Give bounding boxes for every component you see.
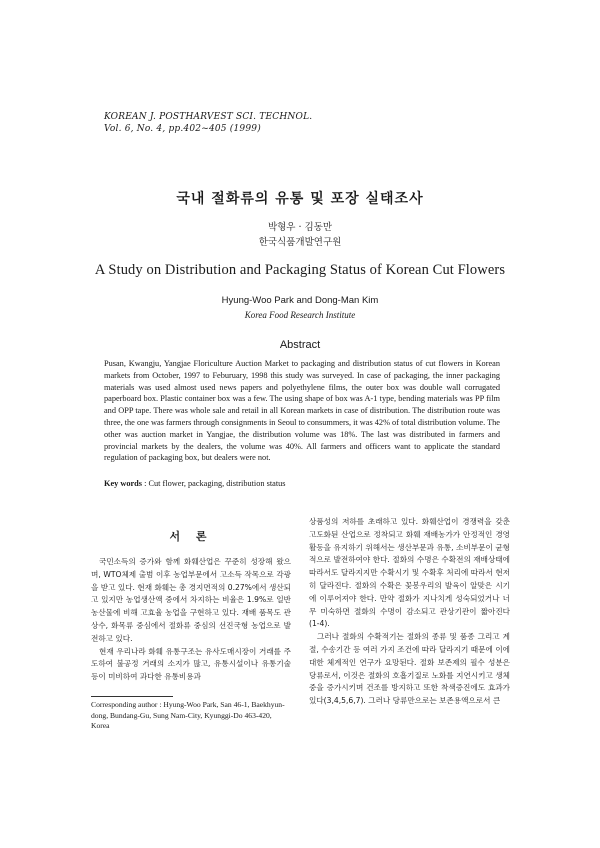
abstract-heading: Abstract (279, 339, 321, 351)
corresponding-author-note: Corresponding author : Hyung-Woo Park, San 46-1, Baekhyun-dong, Bundang-Gu, Sung Nam-City, Kyunggi-Do 463-420, Korea (91, 700, 285, 730)
keywords-label: Key words (104, 479, 143, 488)
journal-citation: Vol. 6, No. 4, pp.402~405 (1999) (104, 124, 261, 134)
journal-name: KOREAN J. POSTHARVEST SCI. TECHNOL. (104, 112, 313, 122)
affiliation-korean: 한국식품개발연구원 (258, 237, 342, 248)
authors-english-block (0, 294, 600, 322)
right-column (309, 516, 510, 708)
keywords-text: : Cut flower, packaging, distribution status (144, 479, 286, 488)
authors-korean-block (0, 220, 600, 250)
intro-paragraph: 그러나 절화의 수확적기는 절화의 종류 및 품종 그리고 계절, 수송기간 등 여러 가지 조건에 따라 달라지기 때문에 이에 대한 체계적인 연구가 요망된다. 절화 보존제의 필수 성분은 당류로서, 이것은 절화의 호흡기질로 노화를 지연시키고 생체중을 증가시키며 건조를 방지하고 또한 착색증진에도 효과가 있다(3,4,5,6,7). 그러나 당류만으로는 보존용액으로서 큰 (309, 632, 510, 706)
section-heading-intro: 서 론 (169, 530, 213, 543)
abstract-text: Pusan, Kwangju, Yangjae Floriculture Auction Market to packaging and distribution status of cut flowers in Korean markets from October, 1997 to Feburuary, 1998 this study was surveyed. In case of packaging, the inner packaging materials was used almost used news papers and polyethylene films, the outer box was double wall corrugated paperboard box. Plastic container box was a few. The using shape of box was A-1 type, bending materials was PP film and OPP tape. There was whole sale and retail in all Korean markets in case of distribution. The distribution route was three, the one was farmers through consignments in Seoul to consummers, it was 42% of total distribution volume. The other was auction market in Yangjae, the distribution volume was 18%. The last was distributed in farmers and provincial markets by the dealers, the volume was 40%. All farmers and officers want to applicate the standard regulation of packaging box, but dealers were not. (104, 359, 500, 463)
intro-paragraph: 국민소득의 증가와 함께 화훼산업은 꾸준히 성장해 왔으며, WTO체제 출범 이후 농업부문에서 고소득 작목으로 각광을 받고 있다. 현재 화훼는 총 경지면적의 0.27%에서 생산되고 있지만 농업생산액 중에서 차지하는 비율은 1.9%로 일반 농산물에 비해 고효율 농업을 구현하고 있다. 재배 품목도 관상수, 화목류 중심에서 절화류 중심의 선진국형 농업으로 발전하고 있다. (91, 557, 291, 643)
authors-korean: 박형우 · 김동만 (267, 222, 333, 233)
intro-paragraph: 현재 우리나라 화훼 유통구조는 유사도매시장이 거래를 주도하여 불공정 거래의 소지가 많고, 유통시설이나 유통기술 등이 미비하여 과다한 유통비용과 (91, 646, 291, 682)
footnote-divider (91, 696, 173, 697)
authors-english: Hyung-Woo Park and Dong-Man Kim (221, 295, 379, 306)
left-column (91, 528, 291, 684)
title-korean: 국내 절화류의 유통 및 포장 실태조사 (176, 191, 424, 207)
keywords (104, 478, 500, 490)
journal-header (104, 111, 312, 135)
title-english: A Study on Distribution and Packaging Status of Korean Cut Flowers (94, 262, 506, 278)
affiliation-english: Korea Food Research Institute (244, 310, 356, 320)
intro-paragraph: 상품성의 저하를 초래하고 있다. 화훼산업이 경쟁력을 갖춘 고도화된 산업으로 정착되고 화훼 재배농가가 안정적인 경영활동을 유지하기 위해서는 생산부문과 유통, 소비부문이 균형적으로 발전하여야 한다. 절화의 수명은 수확전의 재배상태에 따라서도 달라지지만 수확시기 및 수확후 처리에 따라서 현저히 달라진다. 절화의 수확은 꽃봉우리의 발육이 알맞은 시기에 이루어져야 한다. 만약 절화가 지나치게 성숙되었거나 너무 미숙하면 절화의 수명이 감소되고 관상기관이 짧아진다(1-4). (309, 517, 510, 629)
